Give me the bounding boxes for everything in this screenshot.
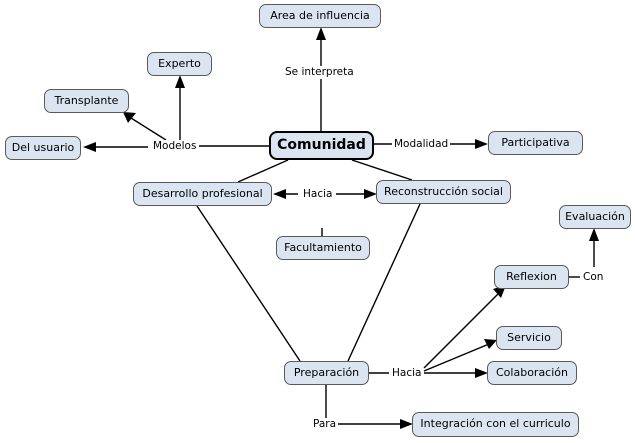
node-area-de-influencia[interactable] [259, 4, 381, 28]
node-facultamiento[interactable] [276, 236, 370, 260]
node-label: Del usuario [11, 140, 75, 154]
edge-label-para [311, 418, 338, 431]
arrow-evaluacion [589, 228, 599, 241]
arrow-transplante [123, 112, 136, 123]
node-integracion-con-el-curriculo[interactable] [412, 412, 579, 437]
node-label: Integración con el curriculo [420, 417, 571, 431]
node-label: Servicio [507, 330, 551, 344]
node-preparacion[interactable] [284, 361, 369, 385]
edge-comunidad-reconstruccion [352, 160, 412, 180]
node-label: Facultamiento [284, 240, 362, 254]
node-label: Experto [158, 56, 201, 70]
arrow-participativa [475, 139, 488, 149]
edge-reconstruccion-preparacion [348, 204, 420, 361]
node-label: Reconstrucción social [384, 184, 503, 198]
node-transplante[interactable] [44, 89, 129, 113]
edge-label-text: Para [313, 418, 337, 430]
arrow-area [316, 27, 326, 40]
node-label: Desarrollo profesional [142, 186, 263, 200]
node-experto[interactable] [147, 52, 212, 76]
node-comunidad[interactable] [269, 131, 374, 160]
node-label: Transplante [54, 93, 119, 107]
node-label: Colaboración [496, 365, 568, 379]
edge-label-text: Hacia [392, 367, 422, 379]
node-label: Reflexion [506, 269, 557, 283]
arrow-experto [175, 75, 185, 88]
node-reflexion[interactable] [494, 265, 569, 289]
edge-label-modalidad [392, 138, 450, 151]
node-label: Preparación [293, 365, 360, 379]
arrow-hacia-desarrollo [273, 189, 286, 199]
node-label: Evaluación [565, 209, 625, 223]
node-participativa[interactable] [488, 131, 583, 155]
edge-label-text: Hacia [303, 188, 333, 200]
node-evaluacion[interactable] [559, 205, 631, 229]
node-del-usuario[interactable] [5, 136, 81, 160]
edge-label-text: Modalidad [394, 138, 449, 150]
edge-desarrollo-preparacion [197, 206, 300, 361]
node-colaboracion[interactable] [487, 361, 577, 385]
node-desarrollo-profesional[interactable] [133, 182, 272, 206]
edge-label-se-interpreta [283, 66, 356, 79]
node-servicio[interactable] [496, 326, 562, 350]
edge-label-con [581, 271, 605, 284]
edge-label-text: Modelos [153, 140, 197, 152]
node-label: Comunidad [277, 136, 366, 153]
edge-label-hacia-lower [390, 367, 423, 380]
node-reconstruccion-social[interactable] [376, 180, 511, 204]
edge-modelos-transplante [131, 118, 166, 140]
edge-hacia-reflexion [424, 292, 500, 368]
arrow-delusuario [83, 142, 96, 152]
node-label: Participativa [501, 135, 570, 149]
edge-label-text: Con [583, 271, 604, 283]
edge-label-hacia-upper [301, 188, 334, 201]
edge-comunidad-desarrollo [238, 160, 288, 182]
edge-label-modelos [151, 140, 198, 153]
node-label: Area de influencia [270, 8, 370, 22]
edge-label-text: Se interpreta [285, 66, 354, 78]
